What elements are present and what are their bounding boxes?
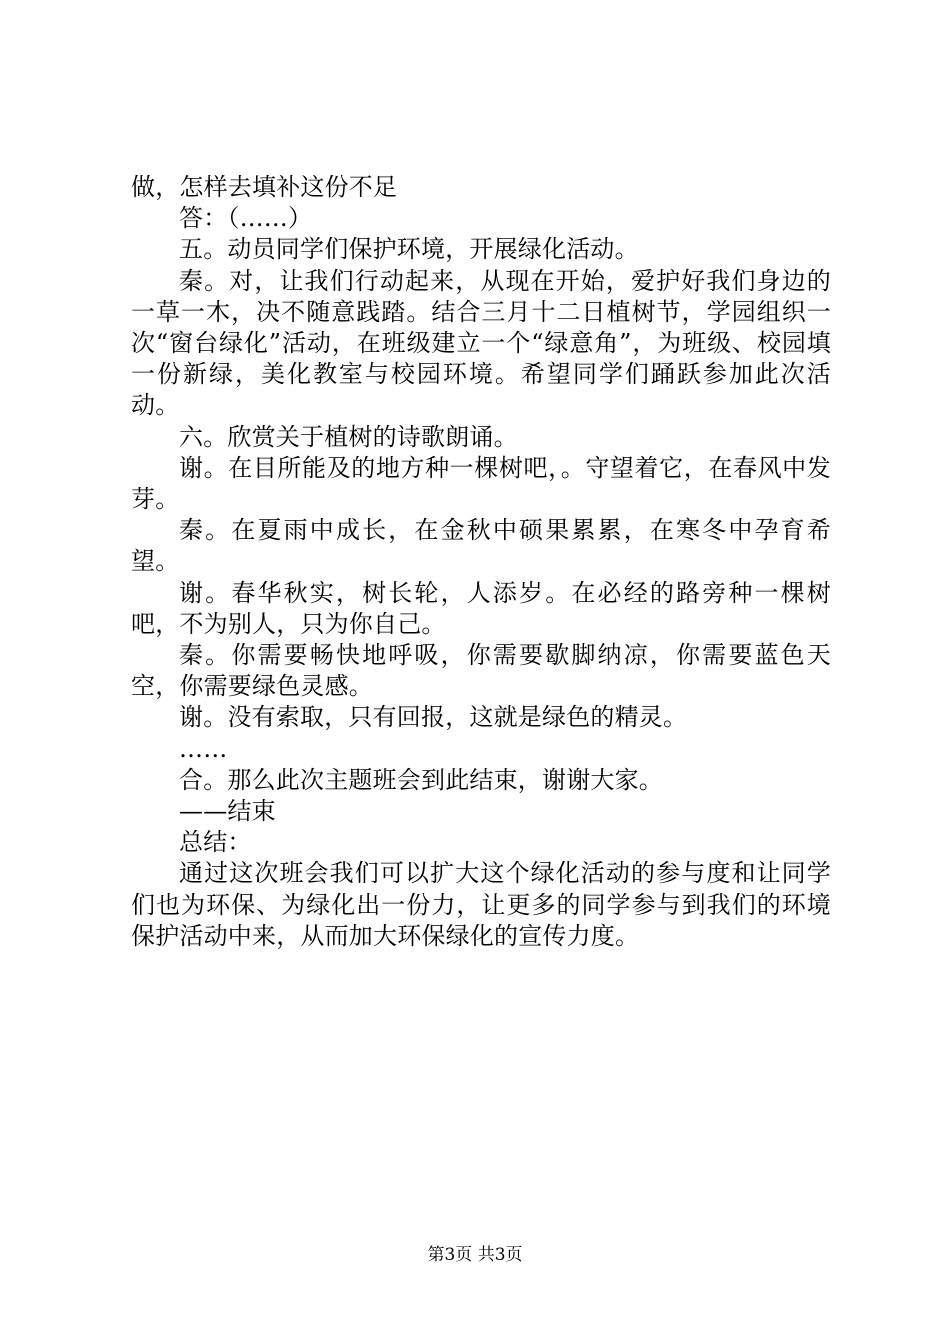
paragraph: 做，怎样去填补这份不足 [131, 173, 398, 201]
paragraph: ——结束 [179, 797, 276, 826]
paragraph: 答：（……） [179, 204, 313, 233]
paragraph: 总结： [179, 828, 252, 857]
paragraph: 秦。你需要畅快地呼吸，你需要歇脚纳凉，你需要蓝色天空，你需要绿色灵感。 [131, 641, 831, 701]
paragraph: 六。欣赏关于植树的诗歌朗诵。 [179, 422, 518, 451]
paragraph: 谢。在目所能及的地方种一棵树吧，。守望着它，在春风中发芽。 [131, 453, 831, 514]
page-number: 第3页 共3页 [427, 1245, 523, 1265]
document-body [131, 172, 831, 952]
paragraph: 五。动员同学们保护环境，开展绿化活动。 [179, 235, 639, 264]
paragraph: 合。那么此次主题班会到此结束，谢谢大家。 [179, 765, 663, 794]
paragraph: 谢。春华秋实，树长轮，人添岁。在必经的路旁种一棵树吧，不为别人，只为你自己。 [131, 578, 831, 638]
page-footer [0, 1244, 950, 1266]
paragraph: 秦。在夏雨中成长，在金秋中硕果累累，在寒冬中孕育希望。 [131, 516, 831, 576]
paragraph: 秦。对，让我们行动起来，从现在开始，爱护好我们身边的一草一木，决不随意践踏。结合三月十二日植树节，学园组织一次“窗台绿化”活动，在班级建立一个“绿意角”，为班级、校园填一份新绿，美化教室与校园环境。希望同学们踊跃参加此次活动。 [131, 266, 831, 420]
paragraph: …… [179, 734, 228, 763]
paragraph: 谢。没有索取，只有回报，这就是绿色的精灵。 [179, 703, 688, 732]
paragraph: 通过这次班会我们可以扩大这个绿化活动的参与度和让同学们也为环保、为绿化出一份力，让更多的同学参与到我们的环境保护活动中来，从而加大环保绿化的宣传力度。 [131, 859, 831, 950]
